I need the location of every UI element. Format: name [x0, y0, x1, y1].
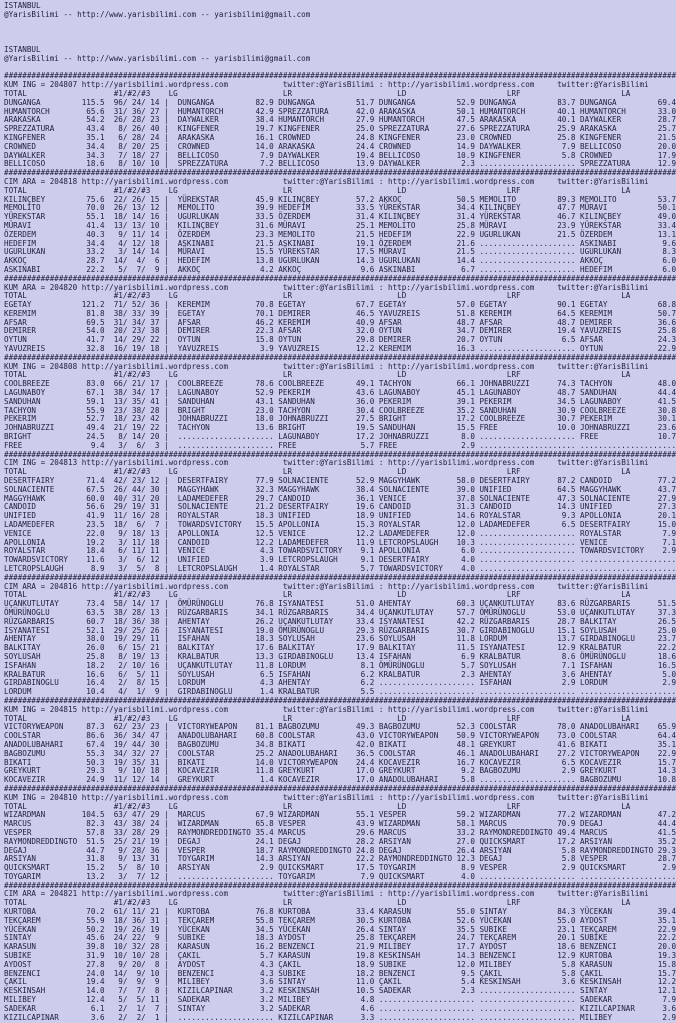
section-title: KUM ING = 204810 http://yarisbilimi.wordpress.com twitter:@YarisBilimi : http://yarisbilimi.wordpress.com twitter:@YarisBilimi: [4, 792, 649, 802]
section-204810: [4, 785, 676, 882]
race-sections: [4, 72, 676, 1022]
table-row: BRIGHT 24.5 8/ 14/ 20 | ..................... LAGUNABOY 17.2 JOHNABRUZZI 8.0 ..................... FREE 10.7: [4, 432, 676, 442]
table-row: TEKÇAREM 55.9 18/ 36/ 31 | TEKÇAREM 55.8 TEKÇAREM 30.5 KURTOBA 52.6 YÜCEKAN 55.0 AYDOST 35.1: [4, 915, 676, 925]
section-204808: [4, 354, 676, 451]
section-title: CIM ING = 204813 http://yarisbilimi.wordpress.com twitter:@YarisBilimi : http://yarisbilimi.wordpress.com twitter:@YarisBilimi: [4, 458, 649, 468]
table-row: UNIFIED 41.9 11/ 16/ 28 | ROYALSTAR 18.3 UNIFIED 18.9 UNIFIED 14.6 ROYALSTAR 9.3 APOLLONIA 20.1: [4, 511, 676, 521]
table-row: ARSIYAN 31.8 9/ 13/ 31 | TOYGARIM 14.3 ARSIYAN 22.2 RAYMONDREDDINGTO 12.3 DEGAJ 5.8 VESPER 28.7: [4, 854, 676, 864]
section-title: KUM ING = 204807 http://yarisbilimi.wordpress.com twitter:@YarisBilimi : http://yarisbilimi.wordpress.com twitter:@YarisBilimi: [4, 80, 649, 90]
table-row: FREE 9.4 3/ 6/ 3 | ..................... FREE 5.7 FREE 2.9 ..................... .....................: [4, 440, 676, 450]
table-row: SADEKAR 6.1 2/ 1/ 7 | SINTAY 3.2 SADEKAR 4.6 ..................... ..................... KIZILCAPINAR 3.6: [4, 1003, 676, 1013]
table-row: ISYANATESI 52.1 29/ 25/ 26 | ISYANATESI 19.0 ÖMÜRÜNOGLU 29.3 RÜZGARBARIS 30.7 GIRDABINOGLU 15.1 SOYLUSAH 25.0: [4, 625, 676, 635]
table-row: WIZARDMAN 104.5 63/ 47/ 29 | MARCUS 67.9 WIZARDMAN 55.1 VESPER 59.2 WIZARDMAN 77.2 WIZARDMAN 47.2: [4, 810, 676, 820]
table-row: VICTORYWEAPON 87.3 62/ 23/ 23 | VICTORYWEAPON 81.1 BAGBOZUMU 49.3 BAGBOZUMU 52.3 COOLSTAR 78.0 ANADOLUBAHARI 65.9: [4, 722, 676, 732]
section-204816: [4, 574, 676, 697]
section-divider: ###################################################################################################################################################: [4, 449, 676, 459]
section-divider: ###################################################################################################################################################: [4, 783, 676, 793]
section-title: CIM ARA = 204821 http://yarisbilimi.wordpress.com twitter:@YarisBilimi : http://yarisbilimi.wordpress.com twitter:@YarisBilimi: [4, 889, 649, 899]
table-row: TOWARDSVICTORY 11.6 3/ 6/ 12 | UNIFIED 3.9 LETCROPSLAUGH 9.1 DESERTFAIRY 4.0 ..................... .....................: [4, 555, 676, 565]
table-row: ÖZERDEM 40.3 9/ 11/ 14 | ÖZERDEM 23.3 MEMOLITO 21.5 HEDEFIM 22.9 UGURLUKAN 21.5 ÖZERDEM 13.1: [4, 229, 676, 239]
table-row: GIRDABINOGLU 16.4 2/ 8/ 15 | LORDUM 4.3 AHENTAY 6.2 ..................... ISFAHAN 2.9 LORDUM 2.9: [4, 678, 676, 688]
table-row: HUMANTORCH 65.6 31/ 36/ 27 | HUMANTORCH 42.9 SPREZZATURA 42.0 ARAKASKA 50.1 HUMANTORCH 40.1 HUMANTORCH 33.0: [4, 106, 676, 116]
table-row: SANDUHAN 59.1 13/ 35/ 41 | SANDUHAN 43.1 SANDUHAN 36.0 PEKERIM 39.1 PEKERIM 34.5 LAGUNABOY 41.5: [4, 396, 676, 406]
table-row: AYDOST 27.8 9/ 20/ 8 | AYDOST 4.3 ÇAKIL 18.9 SUBIKE 12.0 MILIBEY 5.8 KARASUN 15.8: [4, 959, 676, 969]
table-row: ROYALSTAR 18.4 6/ 11/ 11 | VENICE 4.3 TOWARDSVICTORY 9.1 APOLLONIA 6.0 ..................... TOWARDSVICTORY 2.9: [4, 546, 676, 556]
table-row: PEKERIM 52.7 18/ 23/ 42 | JOHNABRUZZI 18.0 JOHNABRUZZI 27.5 BRIGHT 17.2 COOLBREEZE 30.7 PEKERIM 30.1: [4, 414, 676, 424]
table-row: BENZENCI 24.0 14/ 9/ 10 | BENZENCI 4.3 SUBIKE 18.2 BENZENCI 9.5 ÇAKIL 5.8 ÇAKIL 15.7: [4, 968, 676, 978]
section-title: KUM ARA = 204820 http://yarisbilimi.wordpress.com twitter:@YarisBilimi : http://yarisbilimi.wordpress.com twitter:@YarisBilimi: [4, 282, 649, 292]
table-row: AFSAR 69.5 31/ 34/ 37 | AFSAR 46.2 KEREMIM 40.9 AFSAR 48.7 AFSAR 48.7 DEMIRER 36.6: [4, 317, 676, 327]
table-row: HEDEFIM 34.4 4/ 12/ 18 | ASKINABI 21.5 ASKINABI 19.1 ÖZERDEM 21.6 ..................... ASKINABI 9.6: [4, 238, 676, 248]
preamble-city: ISTANBUL: [4, 1, 41, 10]
section-title: CIM ARA = 204816 http://yarisbilimi.wordpress.com twitter:@YarisBilimi : http://yarisbilimi.wordpress.com twitter:@YarisBilimi: [4, 581, 649, 591]
section-204813: [4, 451, 676, 574]
table-row: APOLLONIA 19.2 3/ 11/ 18 | CANDOID 12.2 LADAMEDEFER 11.9 LETCROPSLAUGH 10.3 ..................... VENICE 7.1: [4, 537, 676, 547]
section-title: KUM ING = 204808 http://yarisbilimi.wordpress.com twitter:@YarisBilimi : http://yarisbilimi.wordpress.com twitter:@YarisBilimi: [4, 361, 649, 371]
table-row: MILIBEY 12.4 5/ 5/ 11 | SADEKAR 3.2 MILIBEY 4.8 ..................... ..................... SADEKAR 7.9: [4, 995, 676, 1005]
table-row: KRALBATUR 16.6 6/ 5/ 11 | SOYLUSAH 6.5 ISFAHAN 6.2 KRALBATUR 2.3 AHENTAY 3.6 AHENTAY 5.0: [4, 669, 676, 679]
table-row: ANADOLUBAHARI 67.4 19/ 44/ 30 | BAGBOZUMU 34.8 BIKATI 42.0 BIKATI 48.1 GREYKURT 41.6 BIKATI 35.1: [4, 739, 676, 749]
section-204815: [4, 697, 676, 785]
table-row: LORDUM 10.4 4/ 1/ 9 | GIRDABINOGLU 1.4 KRALBATUR 5.5 ..................... ..................... .....................: [4, 687, 676, 697]
table-row: KESKINSAH 14.0 7/ 7/ 8 | KIZILCAPINAR 3.2 KESKINSAH 10.5 SADEKAR 2.3 ..................... SINTAY 12.1: [4, 986, 676, 996]
table-row: SPREZZATURA 43.4 8/ 26/ 40 | KINGFENER 19.7 KINGFENER 25.0 SPREZZATURA 27.6 SPREZZATURA 25.9 ARAKASKA 25.7: [4, 124, 676, 134]
table-row: TOYGARIM 13.2 3/ 7/ 12 | ..................... TOYGARIM 7.9 QUICKSMART 4.0 ..................... .....................: [4, 871, 676, 881]
section-divider: ###################################################################################################################################################: [4, 71, 676, 81]
table-row: OYTUN 41.7 14/ 29/ 22 | OYTUN 15.8 OYTUN 29.8 DEMIRER 20.7 OYTUN 6.5 AFSAR 24.3: [4, 335, 676, 345]
blank-line: [4, 20, 676, 29]
preamble: [4, 2, 676, 72]
table-row: CANDOID 56.6 29/ 19/ 31 | SOLNACIENTE 21.2 DESERTFAIRY 19.6 CANDOID 31.3 CANDOID 14.3 UNIFIED 27.3: [4, 502, 676, 512]
table-row: BALKITAY 26.0 6/ 15/ 21 | BALKITAY 17.6 BALKITAY 17.9 BALKITAY 11.5 ISYANATESI 12.9 KRALBATUR 22.2: [4, 643, 676, 653]
section-204807: [4, 72, 676, 169]
table-row: MEMOLITO 70.0 26/ 13/ 12 | MEMOLITO 39.9 HEDEFIM 33.5 YÜREKSTAR 34.4 KILINÇBEY 47.7 MÜRAVI 50.1: [4, 203, 676, 213]
table-row: KEREMIM 81.8 38/ 33/ 39 | EGETAY 70.1 DEMIRER 46.5 YAVUZREIS 51.8 KEREMIM 64.5 KEREMIM 50.7: [4, 308, 676, 318]
column-headers: TOTAL #1/#2/#3 LG LR LD LRF LA: [4, 590, 631, 600]
table-row: SUBIKE 31.9 10/ 10/ 28 | ÇAKIL 5.7 KARASUN 19.8 KESKINSAH 14.3 BENZENCI 12.9 KURTOBA 19.3: [4, 951, 676, 961]
table-row: SOYLUSAH 25.8 8/ 19/ 13 | KRALBATUR 13.3 GIRDABINOGLU 13.4 ISFAHAN 6.9 KRALBATUR 8.6 ÖMÜRÜNOGLU 18.6: [4, 651, 676, 661]
preamble-contact-repeat: @YarisBilimi -- http://www.yarisbilimi.com -- yarisbilimi@gmail.com: [4, 53, 311, 63]
table-row: COOLBREEZE 83.0 66/ 21/ 17 | COOLBREEZE 78.6 COOLBREEZE 49.1 TACHYON 66.1 JOHNABRUZZI 74.3 TACHYON 48.0: [4, 379, 676, 389]
table-row: BELLICOSO 18.6 8/ 10/ 10 | SPREZZATURA 7.2 BELLICOSO 13.9 DAYWALKER 2.3 ..................... SPREZZATURA 12.9: [4, 159, 676, 169]
table-row: LETCROPSLAUGH 8.9 3/ 5/ 8 | LETCROPSLAUGH 1.4 ROYALSTAR 5.7 TOWARDSVICTORY 4.0 ..................... .....................: [4, 564, 676, 573]
preamble-contact: @YarisBilimi -- http://www.yarisbilimi.com -- yarisbilimi@gmail.com: [4, 9, 311, 19]
table-row: AHENTAY 38.0 19/ 29/ 11 | ISFAHAN 18.3 SOYLUSAH 23.6 SOYLUSAH 11.8 LORDUM 13.7 GIRDABINOGLU 23.7: [4, 634, 676, 644]
table-row: KINGFENER 35.1 6/ 28/ 24 | ARAKASKA 16.1 CROWNED 24.8 KINGFENER 23.0 CROWNED 25.8 KINGFENER 21.5: [4, 132, 676, 142]
section-divider: ###################################################################################################################################################: [4, 695, 676, 705]
table-row: DAYWALKER 34.3 7/ 18/ 27 | BELLICOSO 7.9 DAYWALKER 19.4 BELLICOSO 10.9 KINGFENER 5.8 CROWNED 17.9: [4, 150, 676, 160]
column-headers: TOTAL #1/#2/#3 LG LR LD LRF LA: [4, 467, 631, 477]
table-row: QUICKSMART 15.2 5/ 8/ 10 | ARSIYAN 2.9 QUICKSMART 17.5 TOYGARIM 8.9 VESPER 2.9 QUICKSMART 2.9: [4, 863, 676, 873]
table-row: BAGBOZUMU 55.3 34/ 32/ 27 | COOLSTAR 25.2 ANADOLUBAHARI 36.5 COOLSTAR 46.1 ANADOLUBAHARI 27.2 VICTORYWEAPON 22.9: [4, 748, 676, 758]
table-row: YÜREKSTAR 55.1 18/ 14/ 16 | UGURLUKAN 33.5 ÖZERDEM 31.4 KILINÇBEY 31.4 YÜREKSTAR 46.7 KILINÇBEY 49.0: [4, 212, 676, 222]
table-row: DESERTFAIRY 71.4 42/ 23/ 12 | DESERTFAIRY 77.9 SOLNACIENTE 52.9 MAGGYHAWK 58.0 DESERTFAIRY 87.2 CANDOID 77.2: [4, 476, 676, 486]
table-row: ASKINABI 22.2 5/ 7/ 9 | AKKOÇ 4.2 AKKOÇ 9.6 ASKINABI 6.7 ..................... HEDEFIM 6.0: [4, 264, 676, 274]
table-row: MARCUS 82.3 43/ 38/ 24 | WIZARDMAN 65.8 VESPER 43.9 WIZARDMAN 58.1 MARCUS 70.9 DEGAJ 44.4: [4, 819, 676, 829]
table-row: VESPER 57.8 33/ 28/ 29 | RAYMONDREDDINGTO 35.4 MARCUS 29.6 MARCUS 33.2 RAYMONDREDDINGTO 49.4 MARCUS 41.5: [4, 827, 676, 837]
section-title: KUM ING = 204815 http://yarisbilimi.wordpress.com twitter:@YarisBilimi : http://yarisbilimi.wordpress.com twitter:@YarisBilimi: [4, 704, 649, 714]
table-row: LAGUNABOY 67.1 38/ 34/ 17 | LAGUNABOY 52.9 PEKERIM 43.6 LAGUNABOY 45.1 LAGUNABOY 48.7 SANDUHAN 44.4: [4, 388, 676, 398]
table-row: YÜCEKAN 50.2 19/ 26/ 19 | YÜCEKAN 34.5 YÜCEKAN 26.4 SINTAY 35.5 SUBIKE 23.1 TEKÇAREM 22.9: [4, 924, 676, 934]
column-headers: TOTAL #1/#2/#3 LG LR LD LRF LA: [4, 898, 631, 908]
column-headers: TOTAL #1/#2/#3 LG LR LD LRF LA: [4, 801, 631, 811]
table-row: AKKOÇ 28.7 14/ 4/ 6 | HEDEFIM 13.8 UGURLUKAN 14.3 UGURLUKAN 14.4 ..................... AKKOÇ 6.0: [4, 256, 676, 266]
table-row: JOHNABRUZZI 49.4 21/ 19/ 22 | TACHYON 13.6 BRIGHT 19.5 SANDUHAN 15.5 FREE 10.0 JOHNABRUZZI 23.6: [4, 423, 676, 433]
table-row: KOCAVEZIR 24.9 11/ 12/ 14 | GREYKURT 1.4 KOCAVEZIR 17.0 ANADOLUBAHARI 5.8 ..................... BAGBOZUMU 10.8: [4, 775, 676, 785]
table-row: KIZILCAPINAR 3.6 2/ 2/ 1 | ..................... KIZILCAPINAR 3.3 ..................... ..................... MILIBEY 2.9: [4, 1012, 676, 1022]
column-headers: TOTAL #1/#2/#3 LG LR LD LRF LA: [4, 88, 631, 98]
table-row: BIKATI 50.3 19/ 35/ 31 | BIKATI 14.0 VICTORYWEAPON 24.4 KOCAVEZIR 16.7 KOCAVEZIR 6.5 KOCAVEZIR 15.7: [4, 757, 676, 767]
table-row: KILINÇBEY 75.6 22/ 26/ 15 | YÜREKSTAR 45.9 KILINÇBEY 57.2 AKKOÇ 50.5 MEMOLITO 89.3 MEMOLITO 53.7: [4, 194, 676, 204]
section-divider: ###################################################################################################################################################: [4, 352, 676, 362]
section-divider: ###################################################################################################################################################: [4, 273, 676, 283]
table-row: LADAMEDEFER 23.5 18/ 6/ 7 | TOWARDSVICTORY 15.5 APOLLONIA 15.3 ROYALSTAR 12.0 LADAMEDEFER 6.5 DESERTFAIRY 15.0: [4, 520, 676, 530]
table-row: ÇAKIL 19.4 9/ 9/ 9 | MILIBEY 3.6 SINTAY 11.0 ÇAKIL 5.4 KESKINSAH 3.6 KESKINSAH 12.2: [4, 977, 676, 987]
column-headers: TOTAL #1/#2/#3 LG LR LD LRF LA: [4, 713, 631, 723]
table-row: YAVUZREIS 32.8 16/ 19/ 18 | YAVUZREIS 3.9 YAVUZREIS 12.2 KEREMIM 16.3 ..................... OYTUN 22.9: [4, 344, 676, 354]
section-title: CIM ARA = 204818 http://yarisbilimi.wordpress.com twitter:@YarisBilimi : http://yarisbilimi.wordpress.com twitter:@YarisBilimi: [4, 176, 649, 186]
blank-line: [4, 37, 676, 46]
section-divider: ###################################################################################################################################################: [4, 572, 676, 582]
table-row: TACHYON 55.9 23/ 38/ 28 | BRIGHT 23.0 TACHYON 30.4 COOLBREEZE 35.2 SANDUHAN 30.9 COOLBREEZE 30.8: [4, 405, 676, 415]
column-headers: TOTAL #1/#2/#3 LG LR LD LRF LA: [4, 291, 631, 301]
blank-line: [4, 28, 676, 37]
table-row: UGURLUKAN 33.2 3/ 14/ 14 | MÜRAVI 15.5 YÜREKSTAR 17.5 MÜRAVI 21.5 ..................... UGURLUKAN 8.3: [4, 247, 676, 257]
preamble-city-repeat: ISTANBUL: [4, 44, 41, 54]
table-row: SINTAY 45.6 24/ 22/ 9 | SUBIKE 18.3 AYDOST 25.8 TEKÇAREM 24.7 TEKÇAREM 20.1 SUBIKE 22.2: [4, 933, 676, 943]
table-row: EGETAY 121.2 71/ 52/ 36 | KEREMIM 70.8 EGETAY 67.7 EGETAY 57.0 EGETAY 90.1 EGETAY 68.8: [4, 300, 676, 310]
section-204820: [4, 275, 676, 354]
table-row: UÇANKUTLUTAY 73.4 58/ 14/ 17 | ÖMÜRÜNOGLU 76.8 ISYANATESI 51.0 AHENTAY 60.3 UÇANKUTLUTAY 83.6 RÜZGARBARIS 51.5: [4, 599, 676, 609]
table-row: GREYKURT 29.3 9/ 10/ 18 | KOCAVEZIR 11.8 GREYKURT 17.0 GREYKURT 9.2 BAGBOZUMU 2.9 GREYKURT 14.3: [4, 766, 676, 776]
table-row: RÜZGARBARIS 60.7 18/ 36/ 38 | AHENTAY 26.2 UÇANKUTLUTAY 33.4 ISYANATESI 42.2 RÜZGARBARIS 28.7 BALKITAY 26.5: [4, 616, 676, 626]
section-divider: ###################################################################################################################################################: [4, 168, 676, 178]
table-row: MAGGYHAWK 60.0 40/ 31/ 20 | LADAMEDEFER 29.7 CANDOID 36.1 VENICE 37.8 SOLNACIENTE 47.3 SOLNACIENTE 27.9: [4, 493, 676, 503]
section-divider: ###################################################################################################################################################: [4, 880, 676, 890]
table-row: ÖMÜRÜNOGLU 63.5 38/ 28/ 13 | RÜZGARBARIS 34.1 RÜZGARBARIS 34.4 UÇANKUTLUTAY 57.7 ÖMÜRÜNOGLU 53.0 UÇANKUTLUTAY 37.3: [4, 607, 676, 617]
table-row: ISFAHAN 18.2 2/ 10/ 16 | UÇANKUTLUTAY 11.8 LORDUM 8.1 ÖMÜRÜNOGLU 5.7 SOYLUSAH 7.1 ISFAHAN 16.5: [4, 660, 676, 670]
table-row: VENICE 22.0 9/ 18/ 13 | APOLLONIA 12.5 VENICE 12.2 LADAMEDEFER 12.0 ..................... ROYALSTAR 7.9: [4, 528, 676, 538]
table-row: RAYMONDREDDINGTO 51.5 25/ 21/ 19 | DEGAJ 24.1 DEGAJ 28.2 ARSIYAN 27.0 QUICKSMART 17.2 ARSIYAN 35.2: [4, 836, 676, 846]
table-row: DUNGANGA 115.5 96/ 24/ 14 | DUNGANGA 82.9 DUNGANGA 51.7 DUNGANGA 52.9 DUNGANGA 83.7 DUNGANGA 69.4: [4, 97, 676, 107]
table-row: DEMIRER 54.0 20/ 23/ 38 | DEMIRER 22.3 AFSAR 32.0 OYTUN 34.7 DEMIRER 19.4 YAVUZREIS 25.8: [4, 326, 676, 336]
table-row: ARAKASKA 54.2 26/ 28/ 23 | DAYWALKER 38.4 HUMANTORCH 27.9 HUMANTORCH 47.5 ARAKASKA 40.1 DAYWALKER 28.7: [4, 115, 676, 125]
section-204818: [4, 169, 676, 275]
table-row: KARASUN 39.8 10/ 32/ 28 | KARASUN 16.2 BENZENCI 21.9 MILIBEY 17.7 AYDOST 18.6 BENZENCI 20.0: [4, 942, 676, 952]
column-headers: TOTAL #1/#2/#3 LG LR LD LRF LA: [4, 185, 631, 195]
table-row: KURTOBA 70.2 61/ 11/ 21 | KURTOBA 76.8 KURTOBA 33.4 KARASUN 55.0 SINTAY 84.3 YÜCEKAN 39.4: [4, 907, 676, 917]
table-row: CROWNED 34.4 8/ 20/ 25 | CROWNED 14.0 ARAKASKA 24.4 CROWNED 14.9 DAYWALKER 7.9 BELLICOSO 20.0: [4, 141, 676, 151]
table-row: MÜRAVI 41.4 13/ 13/ 10 | KILINÇBEY 31.6 MÜRAVI 25.1 MEMOLITO 25.8 MÜRAVI 23.9 YÜREKSTAR 33.4: [4, 220, 676, 230]
table-row: DEGAJ 44.7 9/ 28/ 36 | VESPER 18.7 RAYMONDREDDINGTO 24.8 DEGAJ 26.4 ARSIYAN 5.8 RAYMONDREDDINGTO 29.3: [4, 845, 676, 855]
table-row: COOLSTAR 86.6 36/ 34/ 47 | ANADOLUBAHARI 60.8 COOLSTAR 43.0 VICTORYWEAPON 50.9 VICTORYWEAPON 73.0 COOLSTAR 64.4: [4, 731, 676, 741]
column-headers: TOTAL #1/#2/#3 LG LR LD LRF LA: [4, 370, 631, 380]
section-204821: [4, 882, 676, 1023]
table-row: SOLNACIENTE 67.5 26/ 44/ 30 | MAGGYHAWK 32.3 MAGGYHAWK 38.4 SOLNACIENTE 39.0 UNIFIED 64.5 MAGGYHAWK 43.7: [4, 484, 676, 494]
